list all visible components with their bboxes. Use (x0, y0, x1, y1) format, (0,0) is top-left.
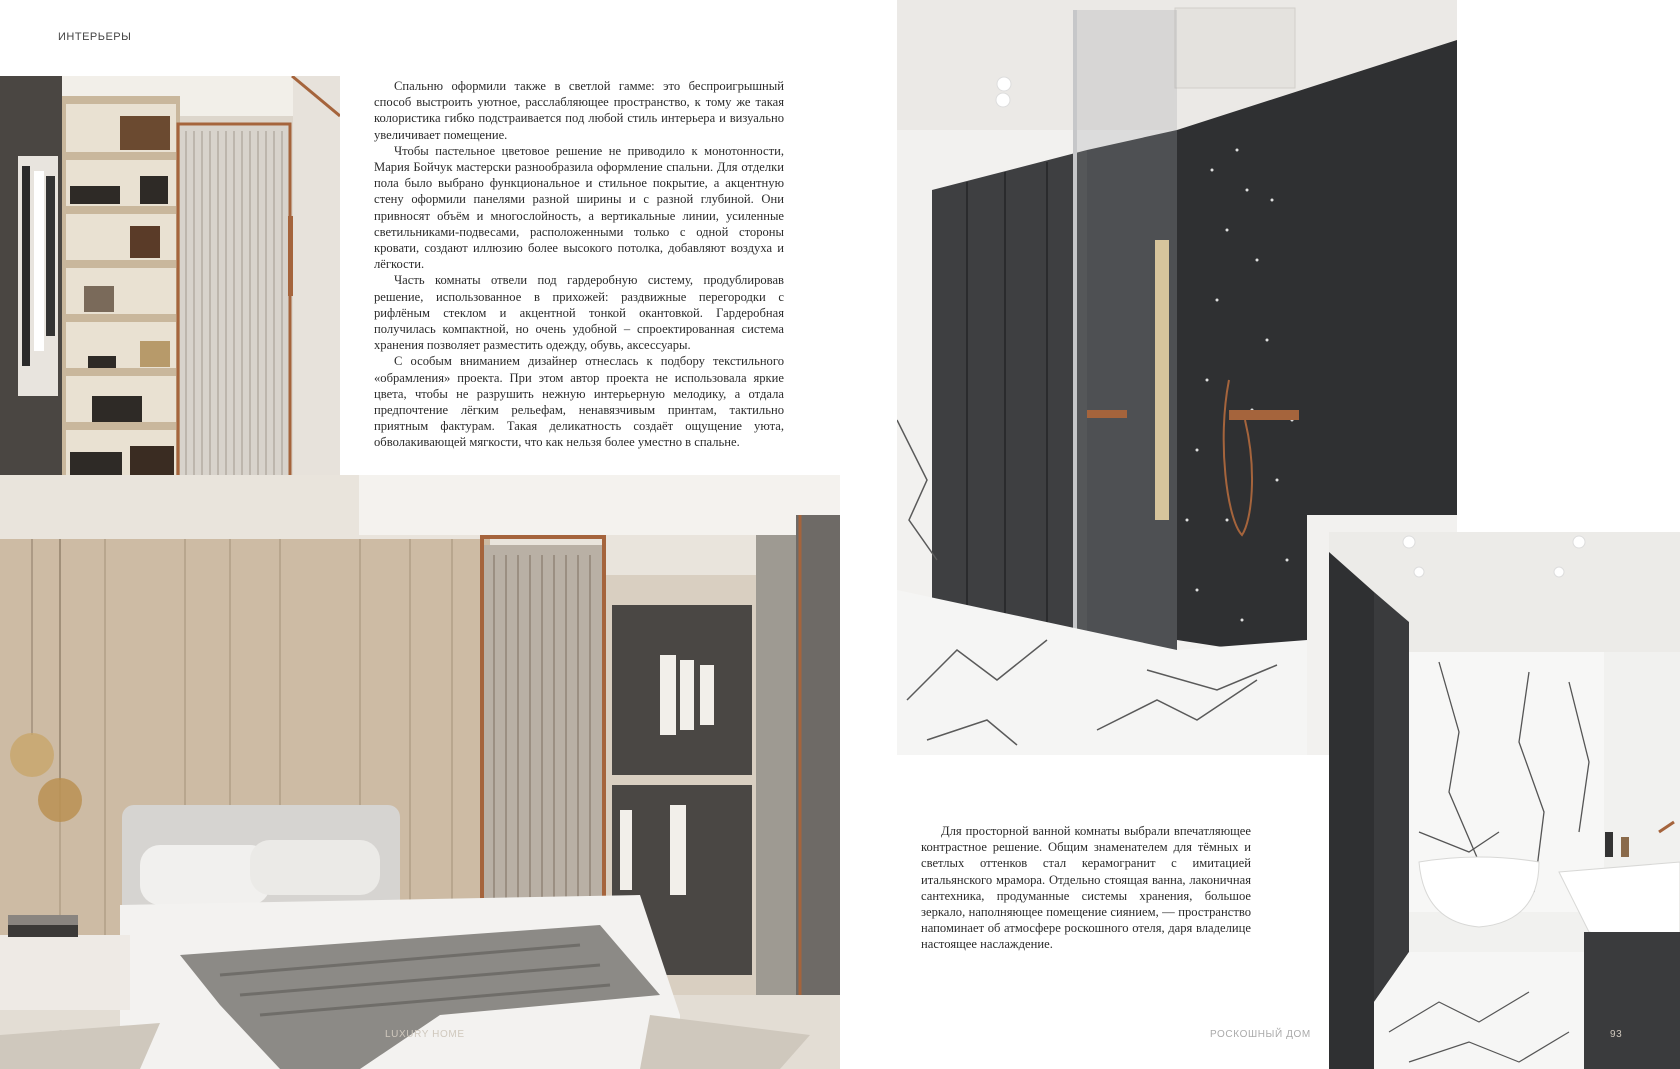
section-label: ИНТЕРЬЕРЫ (58, 31, 132, 43)
paragraph: Часть комнаты отвели под гардеробную систему, продублировав решение, использованное в прихожей: раздвижные перегородки с рифлёным стеклом и акцентной тонкой окантовкой. Гардеробная получилась компактной, но очень удобной – спроектированная система хранения позволяет разместить одежду, обувь, аксессуары. (374, 273, 784, 353)
paragraph: Спальню оформили также в светлой гамме: это беспроигрышный способ выстроить уютное, расслабляющее пространство, к тому же такая колористика гибко подстраивается под любой стиль интерьера и визуально увеличивает помещение. (374, 79, 784, 142)
bathroom-photo (1329, 532, 1680, 1069)
page-number-left: 92 (58, 1029, 71, 1040)
magazine-name-right: РОСКОШНЫЙ ДОМ (1210, 1029, 1311, 1040)
paragraph: С особым вниманием дизайнер отнеслась к подбору текстильного «обрамления» проекта. При этом автор проекта не использовала яркие цвета, чтобы не разрушить нежную интерьерную мелодику, а отдала предпочтение лёгким рельефам, ненавязчивым принтам, тактильно приятным фактурам. Такая деликатность создаёт ощущение уюта, обволакивающей мягкости, что как нельзя более уместно в спальне. (374, 354, 784, 450)
article-left-text (374, 78, 784, 451)
bedroom-photo (0, 475, 840, 1069)
paragraph: Чтобы пастельное цветовое решение не приводило к монотонности, Мария Бойчук мастерски разнообразила оформление спальни. Для отделки пола было выбрано функциональное и стильное покрытие, а акцентную стену оформили панелями разной ширины и с разной глубиной. Они привносят объём и многослойность, а вертикальные линии, усиленные светильниками-подвесами, расположенными только с одной стороны кровати, создают иллюзию более высокого потолка, добавляют воздуха и лёгкости. (374, 143, 784, 272)
article-right-text (921, 823, 1251, 953)
magazine-name-left: LUXURY HOME (385, 1029, 465, 1040)
wardrobe-photo (0, 76, 340, 519)
page-number-right: 93 (1610, 1029, 1623, 1040)
paragraph: Для просторной ванной комнаты выбрали впечатляющее контрастное решение. Общим знаменателем для тёмных и светлых оттенков стал керамогранит с имитацией итальянского мрамора. Отдельно стоящая ванна, лаконичная сантехника, продуманные системы хранения, большое зеркало, наполняющее помещение сиянием, — пространство напоминает об атмосфере роскошного отеля, даря владелице настоящее наслаждение. (921, 824, 1251, 952)
